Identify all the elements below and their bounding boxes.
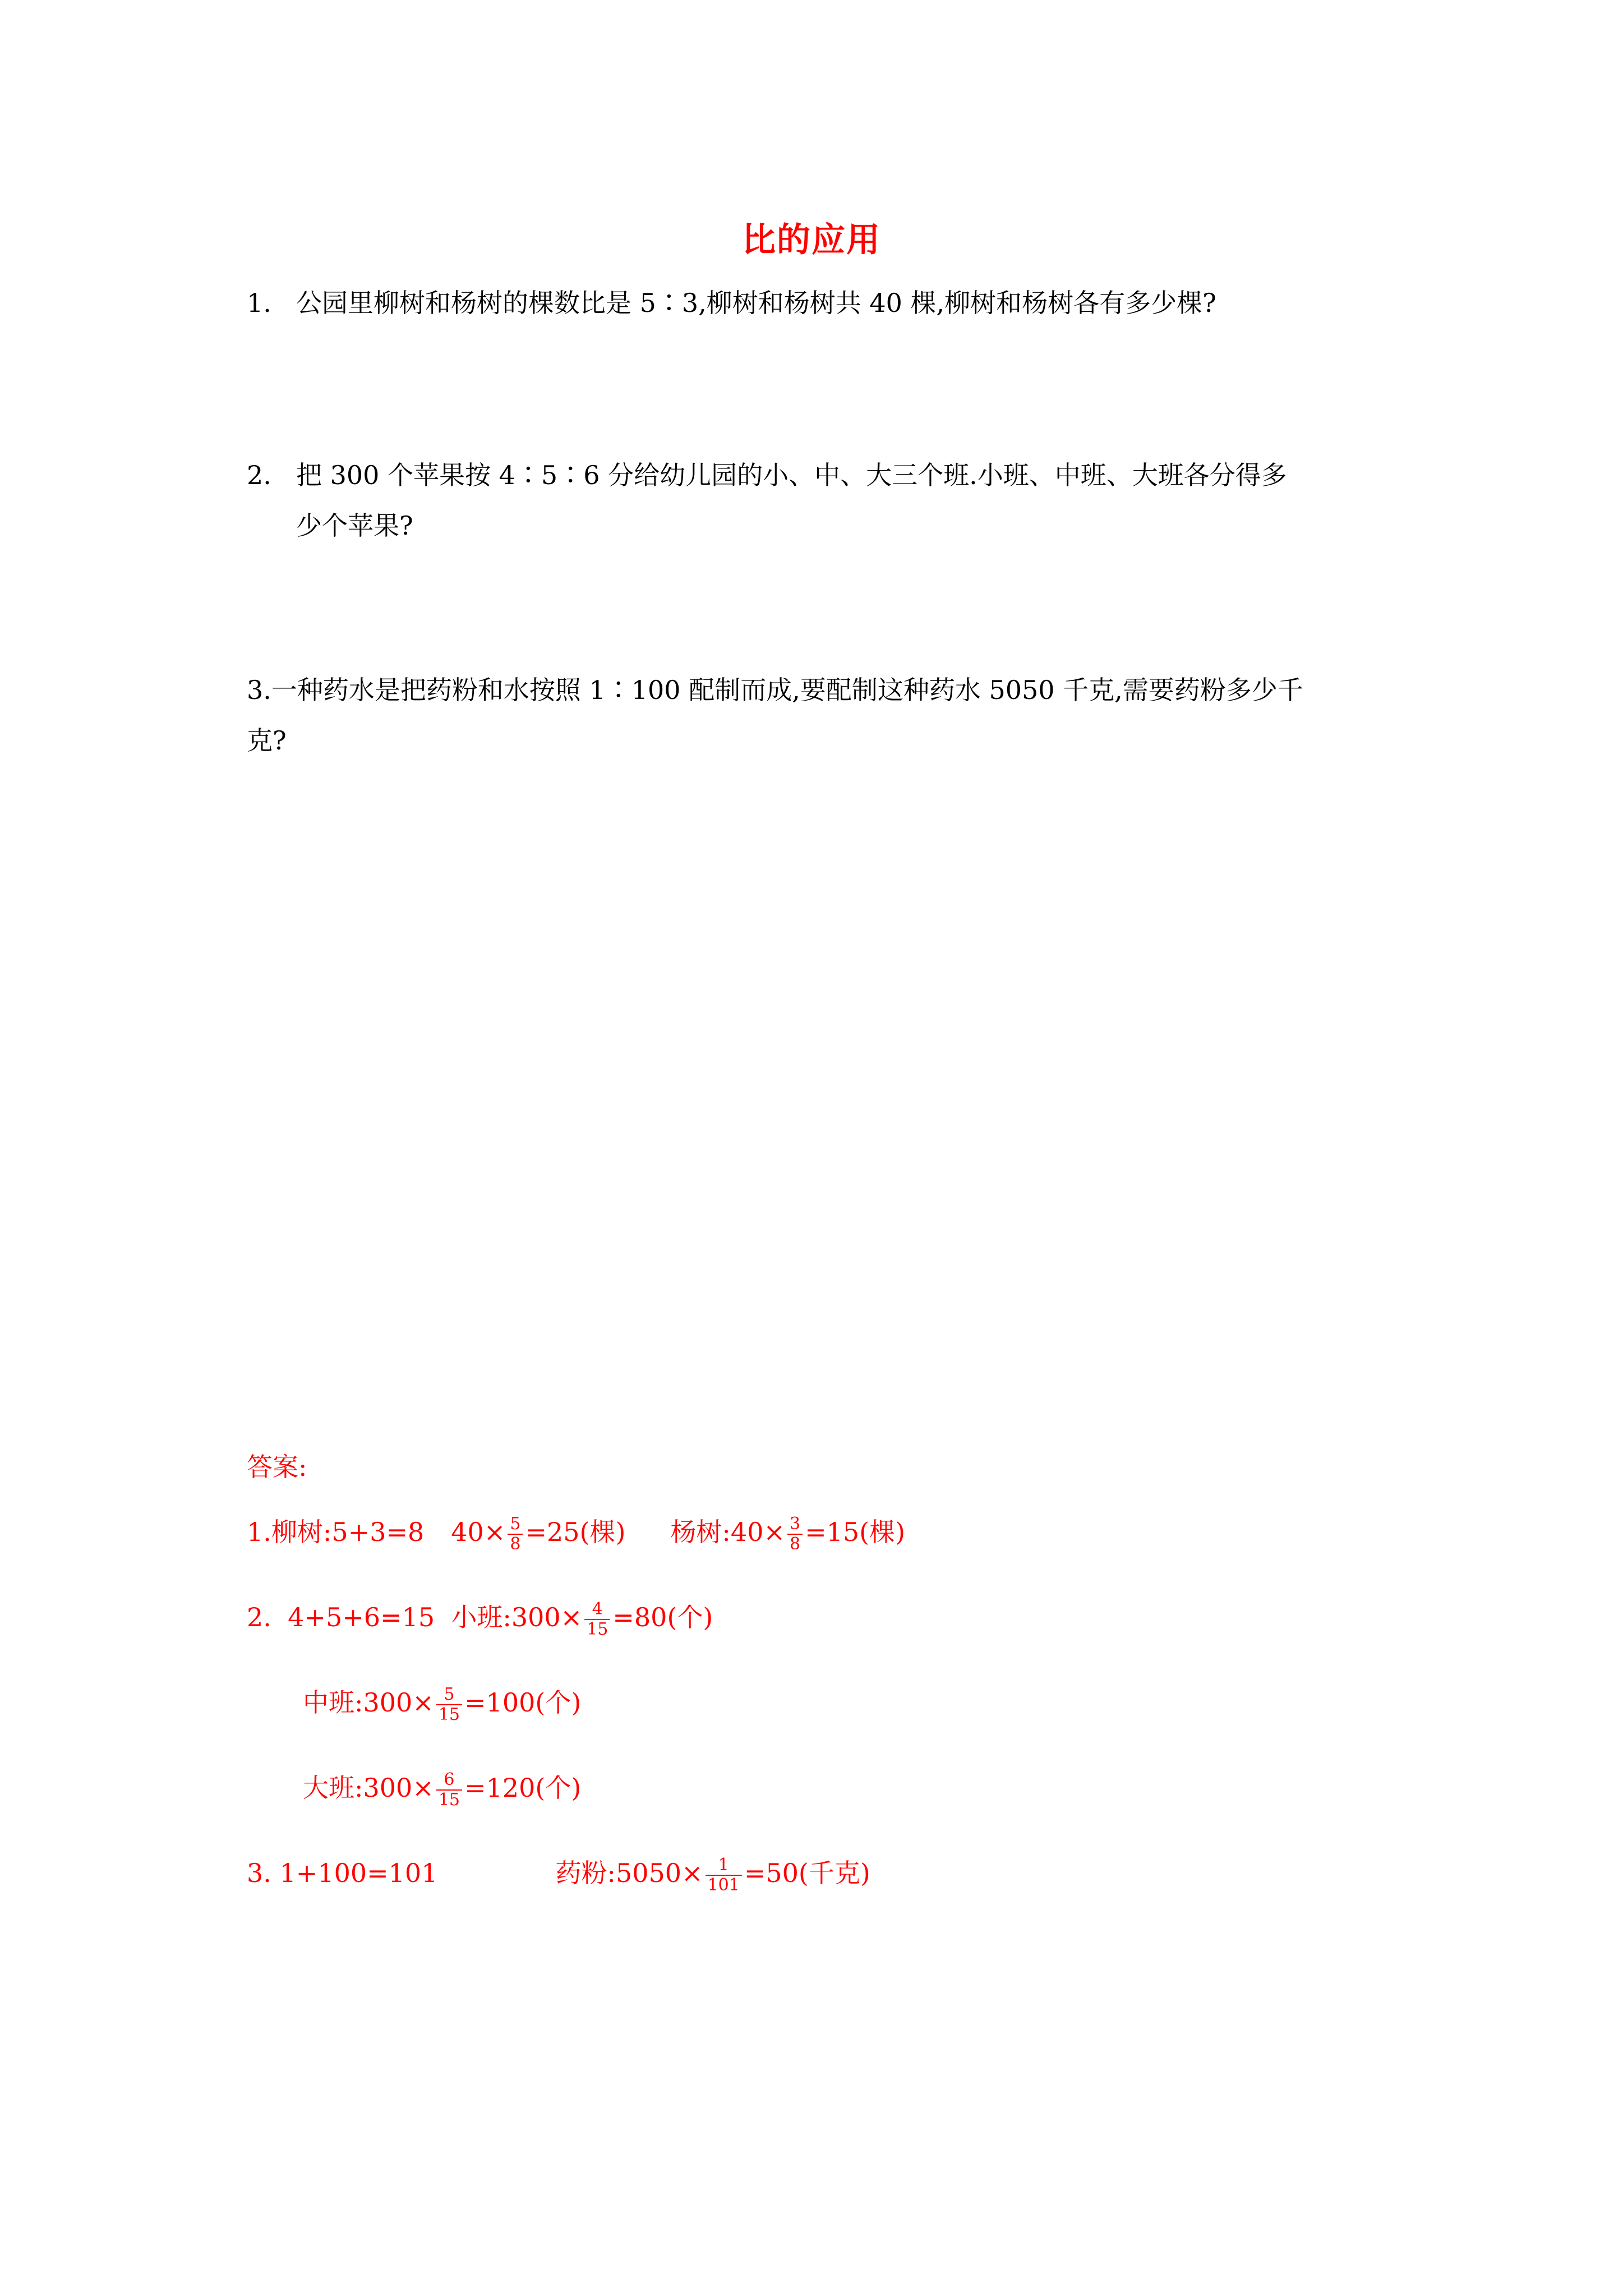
fraction-numerator: 6: [444, 1770, 455, 1789]
fraction: [787, 1515, 803, 1554]
answer-text: 40×: [451, 1517, 506, 1547]
answer-text: 药粉:5050×: [555, 1858, 703, 1888]
answer-text: =15(棵): [805, 1517, 906, 1547]
question-text: 公园里柳树和杨树的棵数比是 5∶3,柳树和杨树共 40 棵,柳树和杨树各有多少棵?: [296, 288, 1216, 318]
question-1: [247, 278, 1396, 328]
fraction-numerator: 5: [510, 1514, 521, 1534]
answer-text: 1.柳树:5+3=8: [247, 1517, 425, 1547]
question-text: 3.一种药水是把药粉和水按照 1∶100 配制而成,要配制这种药水 5050 千克,需要药粉多少千: [247, 675, 1303, 705]
fraction: [436, 1685, 462, 1724]
answer-text: =120(个): [464, 1773, 582, 1803]
fraction-numerator: 3: [790, 1514, 801, 1534]
fraction-numerator: 4: [592, 1599, 603, 1619]
fraction-numerator: 5: [444, 1685, 455, 1704]
answer-text: 杨树:: [670, 1517, 731, 1547]
fraction: [584, 1600, 610, 1639]
question-number: 2.: [247, 460, 271, 490]
answer-text: =50(千克): [744, 1858, 870, 1888]
fraction-denominator: 15: [436, 1789, 462, 1810]
answer-text: 2. 4+5+6=15 小班:300×: [247, 1602, 583, 1632]
answer-text: =25(棵): [525, 1517, 626, 1547]
answer-text: 40×: [730, 1517, 785, 1547]
fraction: [436, 1770, 462, 1810]
fraction-denominator: 15: [584, 1619, 610, 1639]
answer-1: [247, 1515, 905, 1554]
fraction-denominator: 8: [787, 1534, 803, 1554]
answer-text: =80(个): [612, 1602, 713, 1632]
fraction-denominator: 15: [436, 1704, 462, 1724]
fraction-denominator: 8: [508, 1534, 523, 1554]
answer-text: 中班:300×: [303, 1687, 434, 1718]
fraction-numerator: 1: [718, 1855, 729, 1875]
question-2: [247, 450, 1396, 551]
fraction: [706, 1856, 742, 1895]
question-text-continued: 少个苹果?: [296, 510, 413, 541]
page-title: 比的应用: [742, 220, 881, 260]
answer-2: [247, 1600, 713, 1639]
question-number: 1.: [247, 288, 271, 318]
answer-text: =100(个): [464, 1687, 582, 1718]
answers-heading: 答案:: [247, 1452, 307, 1482]
question-text-continued: 克?: [247, 725, 287, 756]
answer-2-middle: [303, 1685, 581, 1724]
fraction: [508, 1515, 523, 1554]
answer-text: 大班:300×: [303, 1773, 434, 1803]
answer-2-large: [303, 1770, 581, 1810]
fraction-denominator: 101: [706, 1875, 742, 1895]
answer-3: [247, 1856, 870, 1895]
answer-text: 3. 1+100=101: [247, 1858, 438, 1888]
question-text: 把 300 个苹果按 4∶5∶6 分给幼儿园的小、中、大三个班.小班、中班、大班各分得多: [296, 460, 1287, 490]
question-3: [247, 665, 1396, 766]
